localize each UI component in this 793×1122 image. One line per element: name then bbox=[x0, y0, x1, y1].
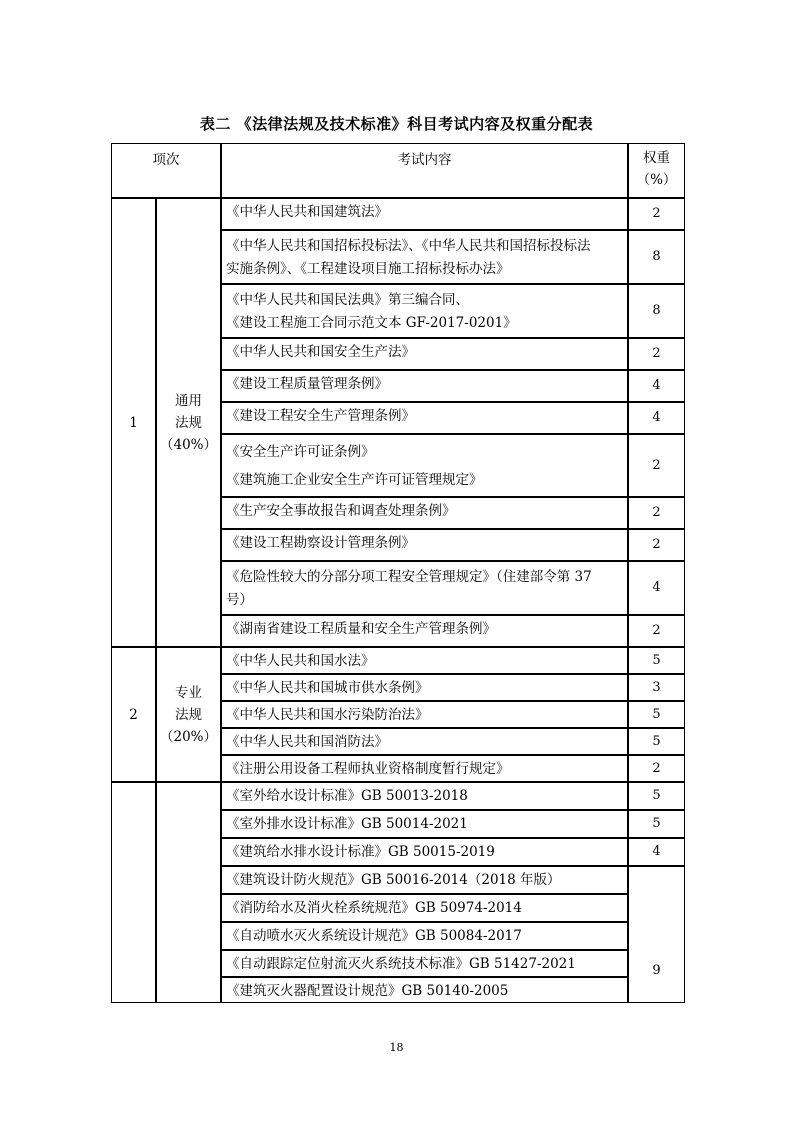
content-cell bbox=[221, 338, 628, 370]
weight-cell bbox=[628, 370, 685, 402]
group-index-cell bbox=[111, 647, 156, 782]
exam-content-line: 《安全生产许可证条例》 bbox=[226, 444, 375, 460]
weight-value: 4 bbox=[652, 378, 661, 393]
content-cell bbox=[221, 674, 628, 701]
content-cell bbox=[221, 866, 628, 894]
weight-cell bbox=[628, 728, 685, 755]
weight-value: 2 bbox=[652, 457, 661, 473]
content-cell bbox=[221, 922, 628, 950]
content-cell bbox=[221, 561, 628, 615]
weight-value: 5 bbox=[652, 652, 661, 668]
content-cell bbox=[221, 810, 628, 838]
exam-content-line: 《中华人民共和国消防法》 bbox=[226, 734, 388, 750]
exam-content-line: 《建筑施工企业安全生产许可证管理规定》 bbox=[226, 471, 483, 488]
header-content-cell bbox=[221, 143, 628, 198]
group-category-cell bbox=[156, 782, 221, 1003]
content-cell bbox=[221, 647, 628, 674]
weight-value: 2 bbox=[652, 760, 661, 776]
header-item: 项次 bbox=[152, 152, 180, 168]
merged-weight-value: 9 bbox=[652, 963, 661, 978]
group-category-line: （40%） bbox=[159, 436, 217, 453]
content-cell bbox=[221, 230, 628, 284]
weight-cell bbox=[628, 810, 685, 838]
exam-content-line: 《建筑给水排水设计标准》GB 50015-2019 bbox=[226, 844, 495, 860]
weight-value: 4 bbox=[652, 580, 661, 595]
exam-content-line: 《自动喷水灭火系统设计规范》GB 50084-2017 bbox=[226, 928, 522, 944]
exam-content-line: 《注册公用设备工程师执业资格制度暂行规定》 bbox=[226, 761, 510, 777]
table-title: 表二 《法律法规及技术标准》科目考试内容及权重分配表 bbox=[199, 115, 594, 133]
weight-cell bbox=[628, 755, 685, 782]
weight-value: 2 bbox=[652, 537, 661, 552]
exam-content-line: 《中华人民共和国民法典》第三编合同、 bbox=[226, 292, 469, 308]
weight-distribution-table bbox=[111, 143, 685, 1003]
exam-content-line: 《中华人民共和国招标投标法》、《中华人民共和国招标投标法 bbox=[226, 238, 591, 254]
weight-value: 5 bbox=[652, 733, 661, 749]
exam-content-line: 《危险性较大的分部分项工程安全管理规定》（住建部令第 37 bbox=[226, 569, 592, 585]
weight-value: 5 bbox=[652, 788, 661, 803]
content-cell bbox=[221, 782, 628, 810]
group-index-cell bbox=[111, 198, 156, 647]
weight-cell bbox=[628, 284, 685, 338]
exam-content-line: 《中华人民共和国水污染防治法》 bbox=[226, 707, 429, 723]
weight-cell bbox=[628, 674, 685, 701]
weight-cell bbox=[628, 701, 685, 728]
content-cell bbox=[221, 615, 628, 647]
weight-cell bbox=[628, 561, 685, 615]
exam-content-line: 《室外给水设计标准》GB 50013-2018 bbox=[226, 788, 468, 804]
weight-value: 3 bbox=[652, 679, 661, 695]
exam-content-line: 《中华人民共和国安全生产法》 bbox=[226, 344, 415, 360]
weight-cell bbox=[628, 782, 685, 810]
group-index: 2 bbox=[129, 706, 138, 723]
exam-content-line: 《中华人民共和国建筑法》 bbox=[226, 204, 388, 220]
weight-value: 5 bbox=[652, 706, 661, 722]
weight-cell bbox=[628, 529, 685, 561]
content-cell bbox=[221, 950, 628, 977]
group-category-line: （20%） bbox=[159, 728, 217, 745]
exam-content-line: 《建设工程安全生产管理条例》 bbox=[226, 408, 415, 424]
weight-cell bbox=[628, 647, 685, 674]
group-category-cell bbox=[156, 647, 221, 782]
weight-cell bbox=[628, 198, 685, 230]
header-weight: 权重 bbox=[643, 150, 670, 166]
header-weight-unit: （%） bbox=[636, 172, 677, 188]
group-category-line: 法规 bbox=[175, 706, 202, 723]
group-category-cell bbox=[156, 198, 221, 647]
content-cell bbox=[221, 434, 628, 497]
group-index: 1 bbox=[129, 414, 138, 431]
content-cell bbox=[221, 370, 628, 402]
content-cell bbox=[221, 529, 628, 561]
group-category-line: 专业 bbox=[175, 684, 202, 701]
content-cell bbox=[221, 977, 628, 1003]
exam-content-line: 《中华人民共和国城市供水条例》 bbox=[226, 680, 429, 696]
group-category-line: 通用 bbox=[175, 392, 202, 409]
exam-content-line: 《建设工程勘察设计管理条例》 bbox=[226, 535, 415, 551]
weight-value: 2 bbox=[652, 505, 661, 520]
content-cell bbox=[221, 701, 628, 728]
exam-content-line: 号） bbox=[226, 592, 253, 608]
exam-content-line: 《室外排水设计标准》GB 50014-2021 bbox=[226, 816, 468, 832]
content-cell bbox=[221, 728, 628, 755]
exam-content-line: 《建设工程施工合同示范文本 GF-2017-0201》 bbox=[226, 315, 517, 331]
weight-cell bbox=[628, 434, 685, 497]
weight-value: 5 bbox=[652, 816, 661, 831]
content-cell bbox=[221, 755, 628, 782]
weight-value: 2 bbox=[652, 623, 661, 638]
exam-content-line: 《中华人民共和国水法》 bbox=[226, 653, 375, 669]
group-index-cell bbox=[111, 782, 156, 1003]
weight-cell bbox=[628, 497, 685, 529]
group-category-line: 法规 bbox=[175, 414, 202, 431]
exam-content-line: 《消防给水及消火栓系统规范》GB 50974-2014 bbox=[226, 900, 522, 916]
weight-cell bbox=[628, 402, 685, 434]
content-cell bbox=[221, 284, 628, 338]
merged-weight-cell bbox=[628, 866, 685, 1003]
weight-value: 8 bbox=[652, 249, 661, 264]
exam-content-line: 《建筑设计防火规范》GB 50016-2014（2018 年版） bbox=[226, 872, 561, 888]
weight-value: 2 bbox=[652, 346, 661, 361]
weight-cell bbox=[628, 338, 685, 370]
content-cell bbox=[221, 894, 628, 922]
header-weight-cell bbox=[628, 143, 685, 198]
content-cell bbox=[221, 198, 628, 230]
content-cell bbox=[221, 838, 628, 866]
header-item-cell bbox=[111, 143, 221, 198]
weight-value: 4 bbox=[652, 844, 661, 859]
page-number: 18 bbox=[389, 1041, 404, 1054]
content-cell bbox=[221, 497, 628, 529]
weight-cell bbox=[628, 615, 685, 647]
weight-value: 8 bbox=[652, 303, 661, 318]
weight-value: 2 bbox=[652, 206, 661, 221]
exam-content-line: 《湖南省建设工程质量和安全生产管理条例》 bbox=[226, 621, 496, 637]
weight-cell bbox=[628, 230, 685, 284]
exam-content-line: 《建筑灭火器配置设计规范》GB 50140-2005 bbox=[226, 983, 509, 999]
exam-content-line: 《自动跟踪定位射流灭火系统技术标准》GB 51427-2021 bbox=[226, 956, 576, 972]
exam-content-line: 《建设工程质量管理条例》 bbox=[226, 376, 388, 392]
weight-value: 4 bbox=[652, 410, 661, 425]
exam-content-line: 实施条例》、《工程建设项目施工招标投标办法》 bbox=[226, 261, 510, 277]
header-content: 考试内容 bbox=[397, 152, 452, 168]
content-cell bbox=[221, 402, 628, 434]
exam-content-line: 《生产安全事故报告和调查处理条例》 bbox=[226, 503, 456, 519]
weight-cell bbox=[628, 838, 685, 866]
